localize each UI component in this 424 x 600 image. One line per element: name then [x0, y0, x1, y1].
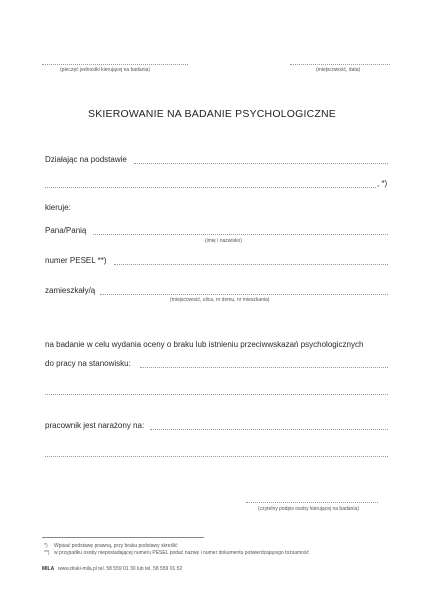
- purpose-text-line2: do pracy na stanowisku:: [45, 359, 131, 368]
- person-name-line[interactable]: [93, 234, 388, 235]
- document-title: SKIEROWANIE NA BADANIE PSYCHOLOGICZNE: [88, 108, 336, 120]
- footnote-2-marker: **): [44, 550, 50, 556]
- signature-caption: (czytelny podpis osoby kierującej na badania): [258, 506, 359, 512]
- refers-label: kieruje:: [45, 203, 71, 212]
- signature-line[interactable]: [246, 502, 378, 503]
- publisher-contact: www.druki-mila.pl tel. 58 559 01 30 lub tel. 58 559 01 52: [58, 566, 183, 572]
- exposure-line2[interactable]: [45, 456, 388, 457]
- person-label: Pana/Panią: [45, 226, 87, 235]
- basis-field-line1[interactable]: [134, 163, 388, 164]
- place-date-line[interactable]: [290, 64, 390, 65]
- footnote-separator: [42, 537, 204, 538]
- basis-footnote-ref: , *): [377, 179, 388, 188]
- name-caption: (imię i nazwisko): [205, 238, 242, 244]
- stamp-caption: (pieczęć jednostki kierującej na badania): [60, 67, 151, 73]
- footnote-1-marker: *): [44, 543, 48, 549]
- footnote-2: w przypadku osoby nieposiadającej numeru PESEL podać nazwę i numer dokumentu potwierdzającego tożsamość: [54, 550, 309, 556]
- residence-label: zamieszkały/ą: [45, 286, 96, 295]
- publisher-brand: MILA: [42, 566, 55, 572]
- position-line1[interactable]: [140, 367, 388, 368]
- purpose-text-line1: na badanie w celu wydania oceny o braku lub istnieniu przeciwwskazań psychologicznych: [45, 340, 364, 349]
- basis-field-line2[interactable]: [45, 187, 376, 188]
- basis-label: Działając na podstawie: [45, 155, 127, 164]
- exposure-label: pracownik jest narażony na:: [45, 421, 145, 430]
- exposure-line1[interactable]: [150, 429, 388, 430]
- footnote-1: Wpisać podstawę prawną, przy braku podstawy skreślić: [54, 543, 178, 549]
- pesel-label: numer PESEL **): [45, 256, 107, 265]
- place-date-caption: (miejscowość, data): [316, 67, 361, 73]
- stamp-line[interactable]: [42, 64, 188, 65]
- pesel-line[interactable]: [114, 264, 388, 265]
- residence-line[interactable]: [100, 294, 388, 295]
- position-line2[interactable]: [45, 394, 388, 395]
- address-caption: (miejscowość, ulica, nr domu, nr mieszkania): [170, 297, 270, 303]
